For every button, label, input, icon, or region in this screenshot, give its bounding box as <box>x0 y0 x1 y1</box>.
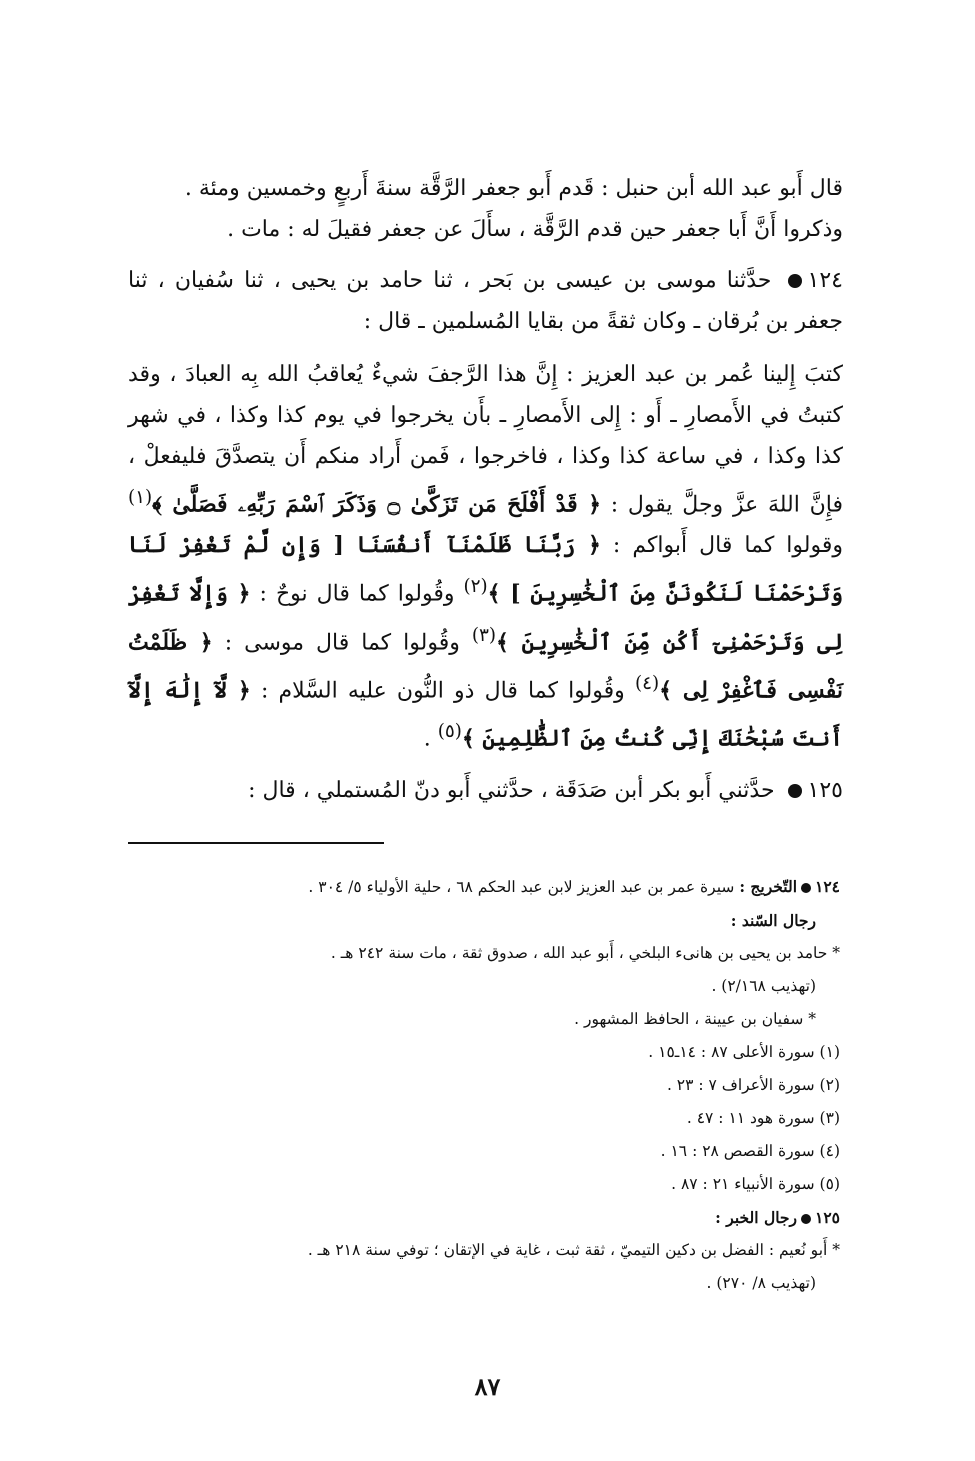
page-number: ٨٧ <box>474 1372 501 1401</box>
narrator-hamid: * حامد بن يحيى بن هانىء البلخي ، أَبو عبد الله ، صدوق ثقة ، مات سنة ٢٤٢ هـ . <box>330 944 840 962</box>
footnote-ref: (٥) <box>437 721 462 743</box>
narrator-hamid-ref: (تهذيب ٢/١٦٨) . <box>711 977 816 995</box>
quran-verse: ﴿ رَبَّنَا ظَلَمْنَآ أَنفُسَنَا [ وَإِن لَّمْ تَغْفِرْ لَنَا وَتَرْحَمْنَا لَنَكُونَنَّ مِنَ ٱلْخَٰسِرِينَ ] ﴾ <box>128 532 843 607</box>
footnote-5: (٥) سورة الأنبياء ٢١ : ٨٧ . <box>671 1175 840 1193</box>
quran-verse: ﴿ لَّآ إِلَٰهَ إِلَّآ أَنتَ سُبْحَٰنَكَ إِنِّى كُنتُ مِنَ ٱلظَّٰلِمِينَ ﴾ <box>128 677 843 752</box>
footnote-ref: (١) <box>128 487 153 508</box>
quran-verse: ﴿ ظَلَمْتُ نَفْسِى فَٱغْفِرْ لِى ﴾ <box>128 628 843 704</box>
rijal-sanad-heading: رجال السّند : <box>730 911 816 930</box>
footnote-2: (٢) سورة الأعراف ٧ : ٢٣ . <box>666 1076 840 1094</box>
footnote-ref: (٣) <box>471 624 497 646</box>
narrator-abu-nuaim: * أَبو نُعيم : الفضل بن دكين التيميّ ، ثقة ثبت ، غاية في الإتقان ؛ توفي سنة ٢١٨ هـ . <box>307 1241 840 1259</box>
paragraph-1: قال أَبو عبد الله أبن حنبل : قَدم أَبو جعفر الرَّقَّة سنةَ أَربعٍ وخمسين ومئة . وذكروا أَنَّ أَبا جعفر حين قدم الرَّقَّة ، سأَلَ عن جعفر فقيلَ له : مات . <box>184 176 843 242</box>
hadith-number: ١٢٥ <box>807 777 843 803</box>
footnotes <box>150 870 840 1300</box>
bullet-dot <box>788 784 802 798</box>
note-125: ١٢٥رجال الخبر : <box>715 1208 840 1227</box>
narrator-sufyan: * سفيان بن عيينة ، الحافظ المشهور . <box>574 1010 816 1028</box>
bullet-dot <box>788 274 802 288</box>
quran-verse: ﴿ وَإِلَّا تَغْفِرْ لِى وَتَرْحَمْنِىٓ أَكُن مِّنَ ٱلْخَٰسِرِينَ ﴾ <box>128 580 843 655</box>
note-124: ١٢٤التّخريج : سيرة عمر بن عبد العزيز لابن عبد الحكم ٦٨ ، حلية الأولياء ٥/ ٣٠٤ . <box>308 877 840 896</box>
bullet-dot <box>801 883 811 893</box>
footnote-ref: (٤) <box>634 672 660 694</box>
hadith-124: ١٢٤ حدَّثنا موسى بن عيسى بن بَحر ، ثنا حامد بن يحيى ، ثنا سُفيان ، ثنا جعفر بن بُرقان ـ وكان ثقةً من بقايا المُسلمين ـ قال : <box>128 268 843 334</box>
hadith-number: ١٢٤ <box>807 268 843 293</box>
footnote-divider <box>128 842 384 844</box>
narrator-abu-nuaim-ref: (تهذيب ٨/ ٢٧٠) . <box>706 1274 816 1292</box>
footnote-3: (٣) سورة هود ١١ : ٤٧ . <box>686 1109 840 1127</box>
footnote-1: (١) سورة الأعلى ٨٧ : ١٤ـ١٥ . <box>648 1043 840 1061</box>
hadith-124-text: كتبَ إِلينا عُمر بن عبد العزيز : إِنَّ هذا الرَّجفَ شيءٌ يُعاقبُ الله بِه العبادَ ، وقد كتبتُ في الأَمصارِ ـ أَو : إِلى الأَمصارِ ـ بأَن يخرجوا في يوم كذا وكذا ، في شهر كذا وكذا ، في ساعة كذا وكذا ، فاخرجوا ، فَمن أَراد منكم أَن يتصدَّقَ فليفعلْ ، فإِنَّ اللهَ عزَّ وجلَّ يقول : ﴿ قَدْ أَفْلَحَ مَن تَزَكَّىٰ ۝ وَذَكَرَ ٱسْمَ رَبِّهِۦ فَصَلَّىٰ ﴾$^{(١)}$ وقولوا كما قال أَبواكم : ﴿ رَبَّنَا ظَلَمْنَآ أَنفُسَنَا [ وَإِن لَّمْ تَغْفِرْ لَنَا وَتَرْحَمْنَا لَنَكُونَنَّ مِنَ ٱلْخَٰسِرِينَ ] ﴾$^{(٢)}$ وقُولوا كما قال نوحٌ : ﴿ وَإِلَّا تَغْفِرْ لِى وَتَرْحَمْنِىٓ أَكُن مِّنَ ٱلْخَٰسِرِينَ ﴾$^{(٣)}$ وقُولوا كما قال موسى : ﴿ ظَلَمْتُ نَفْسِى فَٱغْفِرْ لِى ﴾$^{(٤)}$ وقُولوا كما قال ذو النُّون عليه السَّلام : ﴿ لَّآ إِلَٰهَ إِلَّآ أَنتَ سُبْحَٰنَكَ إِنِّى كُنتُ مِنَ ٱلظَّٰلِمِينَ ﴾$^{(٥)}$ . <box>128 362 843 752</box>
footnote-4: (٤) سورة القصص ٢٨ : ١٦ . <box>660 1142 840 1160</box>
bullet-dot <box>801 1214 811 1224</box>
quran-verse: ﴿ قَدْ أَفْلَحَ مَن تَزَكَّىٰ ۝ وَذَكَرَ ٱسْمَ رَبِّهِۦ فَصَلَّىٰ ﴾ <box>152 491 601 518</box>
footnote-ref: (٢) <box>463 576 488 598</box>
main-text <box>128 168 843 821</box>
hadith-125: ١٢٥ حدَّثني أَبو بكر أبن صَدَقَة ، حدَّثني أَبو دنّ المُستملي ، قال : <box>248 777 843 803</box>
